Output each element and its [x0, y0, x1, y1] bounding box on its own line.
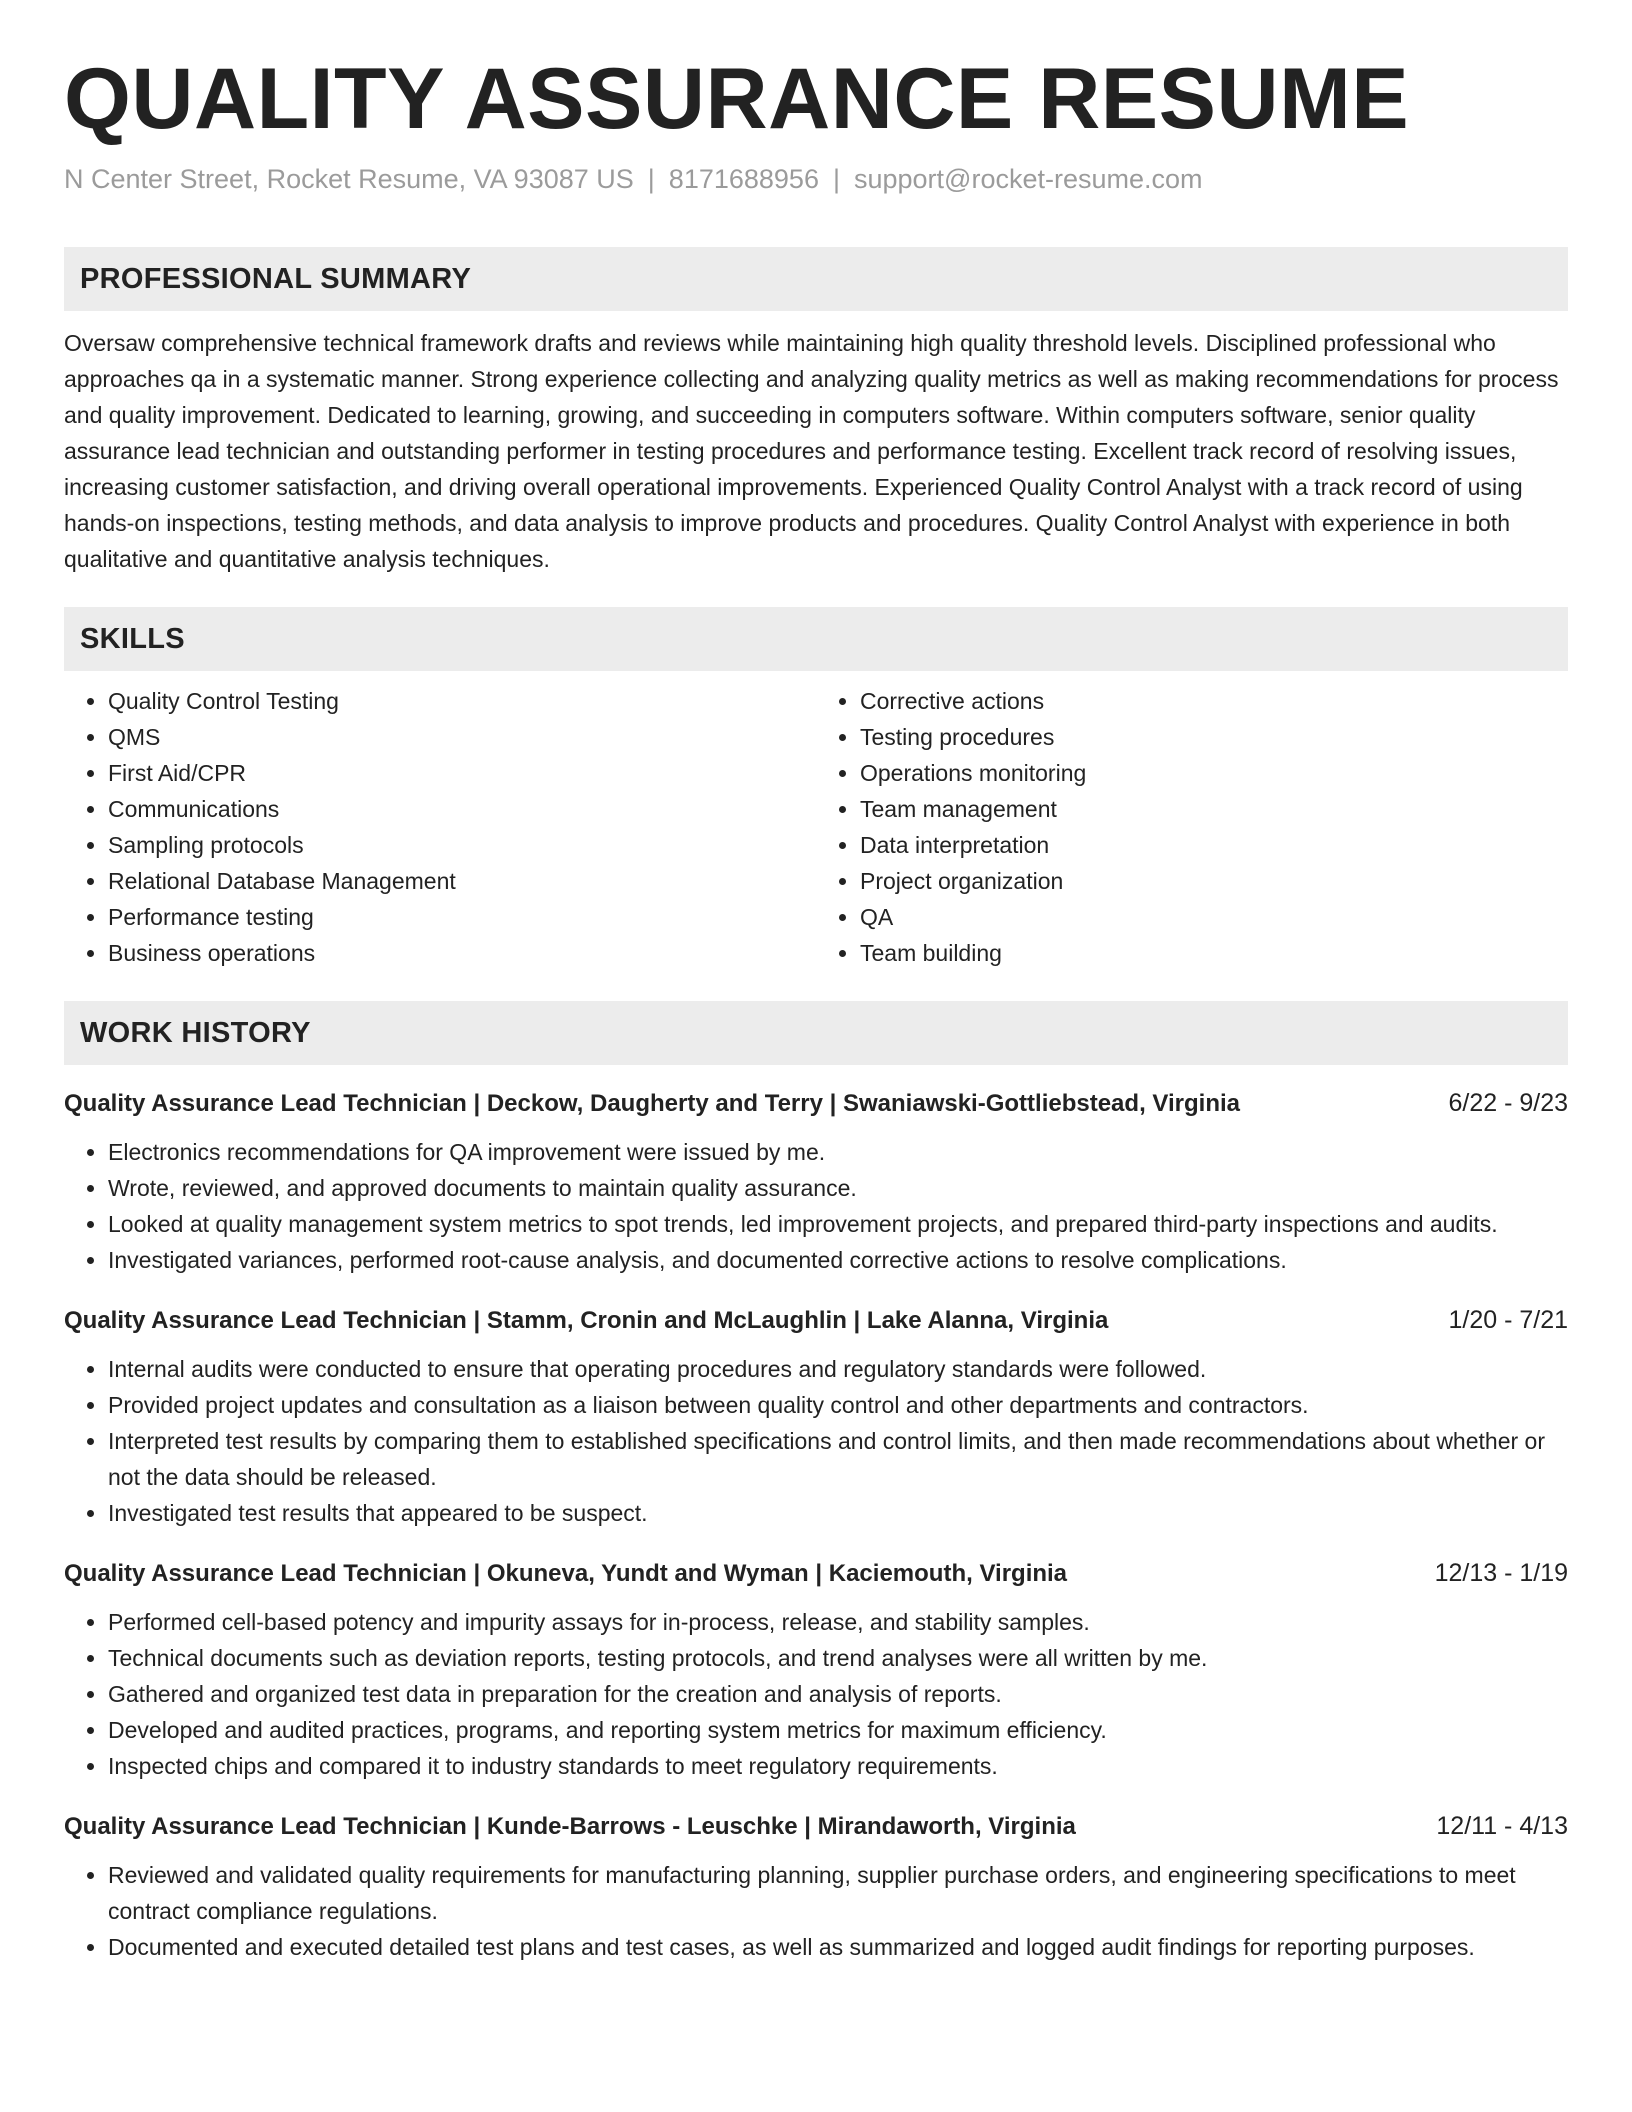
skill-item: • Business operations	[108, 935, 816, 971]
job-bullet: • Provided project updates and consultation as a liaison between quality control and other departments and contractors.	[108, 1387, 1568, 1423]
job-header	[64, 1808, 1568, 1845]
contact-address: N Center Street, Rocket Resume, VA 93087 US	[64, 164, 634, 194]
contact-line	[64, 164, 1568, 195]
skill-item: • Corrective actions	[860, 683, 1568, 719]
skill-item: • Testing procedures	[860, 719, 1568, 755]
job-title: Quality Assurance Lead Technician | Deckow, Daugherty and Terry | Swaniawski-Gottliebstead, Virginia	[64, 1090, 1240, 1117]
skill-item: • QA	[860, 899, 1568, 935]
skill-item: • QMS	[108, 719, 816, 755]
contact-email: support@rocket-resume.com	[853, 164, 1203, 194]
job-dates: 1/20 - 7/21	[1448, 1306, 1568, 1334]
job-bullet: • Investigated test results that appeared to be suspect.	[108, 1495, 1568, 1531]
job-header	[64, 1555, 1568, 1592]
job-header	[64, 1085, 1568, 1122]
skill-item: • Project organization	[860, 863, 1568, 899]
job-entry	[64, 1302, 1568, 1531]
contact-separator: |	[832, 164, 840, 194]
resume-title: QUALITY ASSURANCE RESUME	[64, 51, 1410, 147]
skill-item: • Relational Database Management	[108, 863, 816, 899]
job-bullet: • Gathered and organized test data in preparation for the creation and analysis of reports.	[108, 1676, 1568, 1712]
skill-item: • First Aid/CPR	[108, 755, 816, 791]
job-bullet: • Wrote, reviewed, and approved documents to maintain quality assurance.	[108, 1170, 1568, 1206]
skill-item: • Communications	[108, 791, 816, 827]
job-bullet: • Developed and audited practices, programs, and reporting system metrics for maximum efficiency.	[108, 1712, 1568, 1748]
job-entry	[64, 1555, 1568, 1784]
skill-item: • Data interpretation	[860, 827, 1568, 863]
job-dates: 12/11 - 4/13	[1436, 1812, 1568, 1840]
job-header	[64, 1302, 1568, 1339]
skill-item: • Team building	[860, 935, 1568, 971]
job-title: Quality Assurance Lead Technician | Stamm, Cronin and McLaughlin | Lake Alanna, Virginia	[64, 1307, 1109, 1334]
job-bullet: • Internal audits were conducted to ensure that operating procedures and regulatory standards were followed.	[108, 1351, 1568, 1387]
job-entry	[64, 1808, 1568, 1965]
job-bullets	[64, 1857, 1568, 1965]
summary-text: Oversaw comprehensive technical framework drafts and reviews while maintaining high quality threshold levels. Disciplined professional who approaches qa in a systematic manner. Strong experience collecting and analyzing quality metrics as well as making recommendations for process and quality improvement. Dedicated to learning, growing, and succeeding in computers software. Within computers software, senior quality assurance lead technician and outstanding performer in testing procedures and performance testing. Excellent track record of resolving issues, increasing customer satisfaction, and driving overall operational improvements. Experienced Quality Control Analyst with a track record of using hands-on inspections, testing methods, and data analysis to improve products and procedures. Quality Control Analyst with experience in both qualitative and quantitative analysis techniques.	[64, 330, 1559, 572]
contact-separator: |	[647, 164, 655, 194]
skills-list-left	[64, 683, 816, 971]
job-bullet: • Performed cell-based potency and impurity assays for in-process, release, and stability samples.	[108, 1604, 1568, 1640]
skill-item: • Team management	[860, 791, 1568, 827]
skills-columns	[64, 683, 1568, 971]
job-bullet: • Technical documents such as deviation reports, testing protocols, and trend analyses were all written by me.	[108, 1640, 1568, 1676]
job-bullets	[64, 1604, 1568, 1784]
job-bullet: • Reviewed and validated quality requirements for manufacturing planning, supplier purchase orders, and engineering specifications to meet contract compliance regulations.	[108, 1857, 1568, 1929]
job-bullet: • Inspected chips and compared it to industry standards to meet regulatory requirements.	[108, 1748, 1568, 1784]
section-header-summary: PROFESSIONAL SUMMARY	[64, 247, 1568, 311]
section-header-skills: SKILLS	[64, 607, 1568, 671]
job-bullet: • Interpreted test results by comparing them to established specifications and control limits, and then made recommendations about whether or not the data should be released.	[108, 1423, 1568, 1495]
job-bullet: • Electronics recommendations for QA improvement were issued by me.	[108, 1134, 1568, 1170]
job-entry	[64, 1085, 1568, 1278]
job-dates: 12/13 - 1/19	[1434, 1559, 1568, 1587]
job-bullet: • Documented and executed detailed test plans and test cases, as well as summarized and logged audit findings for reporting purposes.	[108, 1929, 1568, 1965]
skill-item: • Performance testing	[108, 899, 816, 935]
skill-item: • Sampling protocols	[108, 827, 816, 863]
job-bullet: • Looked at quality management system metrics to spot trends, led improvement projects, and prepared third-party inspections and audits.	[108, 1206, 1568, 1242]
job-dates: 6/22 - 9/23	[1448, 1089, 1568, 1117]
job-title: Quality Assurance Lead Technician | Kunde-Barrows - Leuschke | Mirandaworth, Virginia	[64, 1813, 1076, 1840]
contact-phone: 8171688956	[668, 164, 819, 194]
job-bullet: • Investigated variances, performed root-cause analysis, and documented corrective actions to resolve complications.	[108, 1242, 1568, 1278]
skill-item: • Quality Control Testing	[108, 683, 816, 719]
job-bullets	[64, 1134, 1568, 1278]
section-header-work-history: WORK HISTORY	[64, 1001, 1568, 1065]
skills-list-right	[816, 683, 1568, 971]
skill-item: • Operations monitoring	[860, 755, 1568, 791]
job-bullets	[64, 1351, 1568, 1531]
job-title: Quality Assurance Lead Technician | Okuneva, Yundt and Wyman | Kaciemouth, Virginia	[64, 1560, 1068, 1587]
